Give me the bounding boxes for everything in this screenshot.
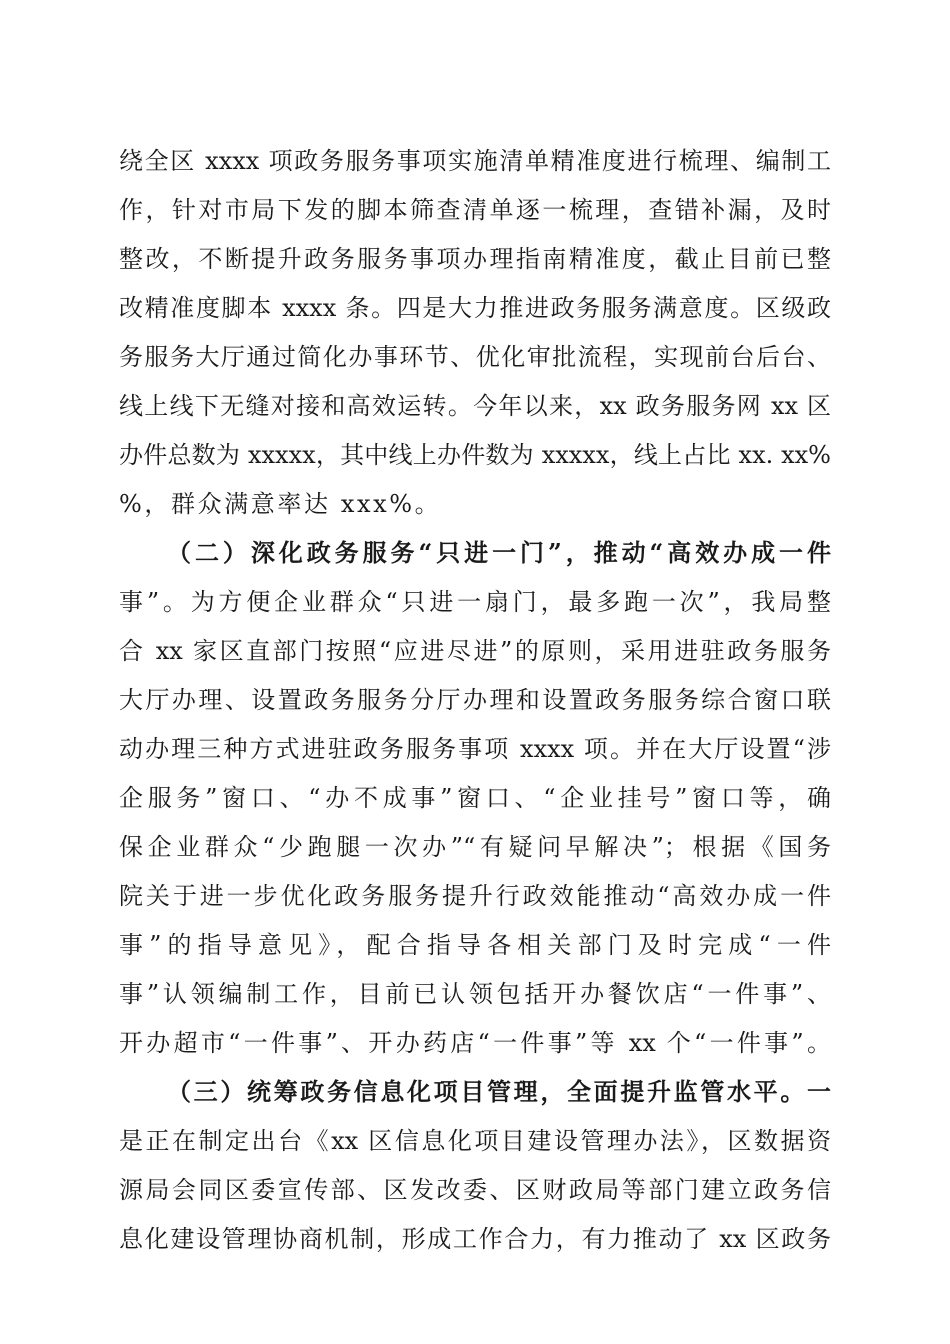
text-line: 整改，不断提升政务服务事项办理指南精准度，截止目前已整 bbox=[119, 245, 831, 273]
document-body bbox=[119, 141, 831, 1268]
text-line: 事”。为方便企业群众“只进一扇门，最多跑一次”，我局整 bbox=[119, 588, 831, 616]
text-line: 办件总数为 xxxxx，其中线上办件数为 xxxxx，线上占比 xx. xx% bbox=[119, 441, 831, 469]
text-line: 是正在制定出台《xx 区信息化项目建设管理办法》，区数据资 bbox=[119, 1127, 831, 1155]
text-line: 改精准度脚本 xxxx 条。四是大力推进政务服务满意度。区级政 bbox=[119, 294, 831, 322]
text-line: 源局会同区委宣传部、区发改委、区财政局等部门建立政务信 bbox=[119, 1176, 831, 1204]
text-line: 事”认领编制工作，目前已认领包括开办餐饮店“一件事”、 bbox=[119, 980, 831, 1008]
text-line: 保企业群众“少跑腿一次办”“有疑问早解决”；根据《国务 bbox=[119, 833, 831, 861]
text-line: 开办超市“一件事”、开办药店“一件事”等 xx 个“一件事”。 bbox=[119, 1029, 831, 1057]
text-line: 企服务”窗口、“办不成事”窗口、“企业挂号”窗口等，确 bbox=[119, 784, 831, 812]
text-line: 院关于进一步优化政务服务提升行政效能推动“高效办成一件 bbox=[119, 882, 831, 910]
text-line: 线上线下无缝对接和高效运转。今年以来，xx 政务服务网 xx 区 bbox=[119, 392, 831, 420]
text-line: 合 xx 家区直部门按照“应进尽进”的原则，采用进驻政务服务 bbox=[119, 637, 831, 665]
text-line: 事”的指导意见》，配合指导各相关部门及时完成“一件 bbox=[119, 931, 831, 959]
text-line: 息化建设管理协商机制，形成工作合力，有力推动了 xx 区政务 bbox=[119, 1225, 831, 1253]
text-line: 动办理三种方式进驻政务服务事项 xxxx 项。并在大厅设置“涉 bbox=[119, 735, 831, 763]
text-line: %，群众满意率达 xxx%。 bbox=[119, 490, 442, 518]
section-heading-line: （三）统筹政务信息化项目管理，全面提升监管水平。一 bbox=[167, 1077, 831, 1106]
text-line: 大厅办理、设置政务服务分厅办理和设置政务服务综合窗口联 bbox=[119, 686, 831, 714]
text-line: 绕全区 xxxx 项政务服务事项实施清单精准度进行梳理、编制工 bbox=[119, 147, 831, 175]
text-line: 务服务大厅通过简化办事环节、优化审批流程，实现前台后台、 bbox=[119, 343, 831, 371]
text-line: 作，针对市局下发的脚本筛查清单逐一梳理，查错补漏，及时 bbox=[119, 196, 831, 224]
section-heading-line: （二）深化政务服务“只进一门”，推动“高效办成一件 bbox=[167, 538, 831, 567]
